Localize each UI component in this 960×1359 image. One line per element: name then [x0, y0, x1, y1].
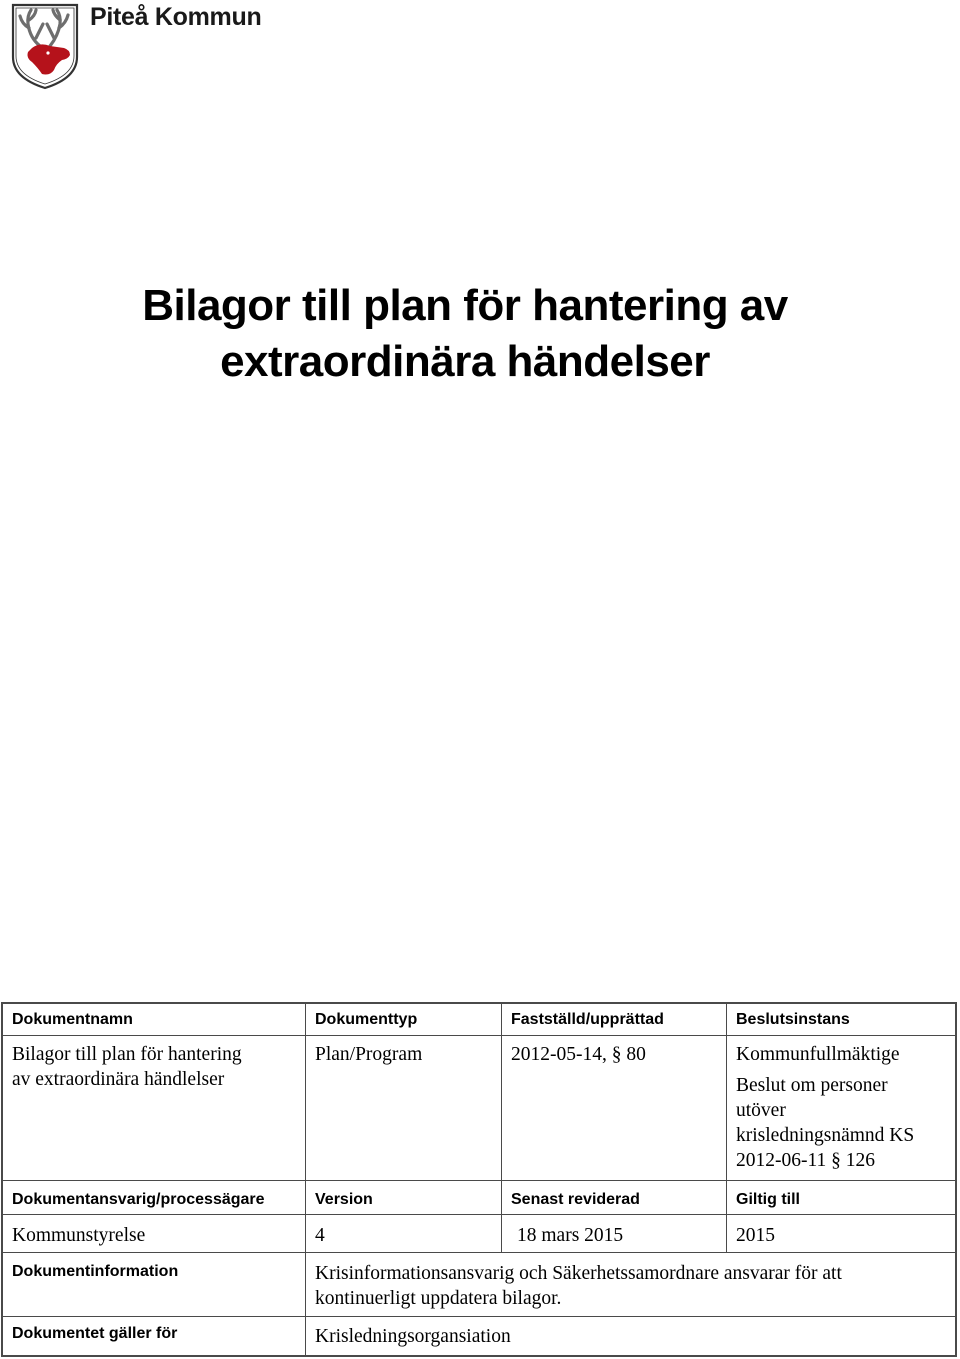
value-document-information [306, 1255, 955, 1311]
rule-below-header-2 [1, 1214, 957, 1215]
header-giltig-till: Giltig till [736, 1191, 800, 1208]
authority-line-1: Kommunfullmäktige [736, 1044, 900, 1065]
header-senast-reviderad: Senast reviderad [511, 1191, 640, 1208]
authority-line-4: krisledningsnämnd KS [736, 1125, 915, 1146]
value-owner: Kommunstyrelse [12, 1225, 146, 1246]
value-authority [727, 1036, 955, 1173]
header-version: Version [315, 1191, 373, 1208]
authority-line-3: utöver [736, 1100, 786, 1121]
header-dokumentnamn: Dokumentnamn [12, 1011, 133, 1028]
doc-info-line-1: Krisinformationsansvarig och Säkerhetssamordnare ansvarar för att [315, 1263, 842, 1284]
header-dokumentansvarig: Dokumentansvarig/processägare [12, 1191, 265, 1208]
value-revised: 18 mars 2015 [517, 1225, 624, 1246]
document-title [0, 278, 930, 390]
rule-below-values-2 [1, 1252, 957, 1253]
value-applies-to: Krisledningsorgansiation [315, 1326, 511, 1347]
document-name-line-2: av extraordinära händlelser [12, 1069, 225, 1090]
brand-name: Piteå Kommun [90, 3, 262, 31]
value-established: 2012-05-14, § 80 [511, 1044, 646, 1065]
document-info-table [1, 1002, 957, 1357]
table-border-bottom [1, 1355, 957, 1357]
value-valid-until: 2015 [736, 1225, 775, 1246]
value-document-type: Plan/Program [315, 1044, 423, 1065]
value-document-name [3, 1036, 305, 1092]
authority-line-2: Beslut om personer [736, 1075, 888, 1096]
doc-info-line-2: kontinuerligt uppdatera bilagor. [315, 1288, 562, 1309]
header-faststalld: Fastställd/upprättad [511, 1011, 664, 1028]
title-line-2: extraordinära händelser [220, 337, 710, 386]
authority-line-5: 2012-06-11 § 126 [736, 1150, 876, 1171]
label-document-information: Dokumentinformation [12, 1263, 179, 1280]
header-beslutsinstans: Beslutsinstans [736, 1011, 850, 1028]
header-dokumenttyp: Dokumenttyp [315, 1011, 418, 1028]
label-applies-to: Dokumentet gäller för [12, 1325, 178, 1342]
rule-above-header-2 [1, 1180, 957, 1181]
value-version: 4 [315, 1225, 325, 1246]
rule-below-doc-info [1, 1316, 957, 1317]
title-line-1: Bilagor till plan för hantering av [142, 281, 788, 330]
document-name-line-1: Bilagor till plan för hantering [12, 1044, 242, 1065]
pitea-coat-of-arms-logo [10, 2, 80, 90]
